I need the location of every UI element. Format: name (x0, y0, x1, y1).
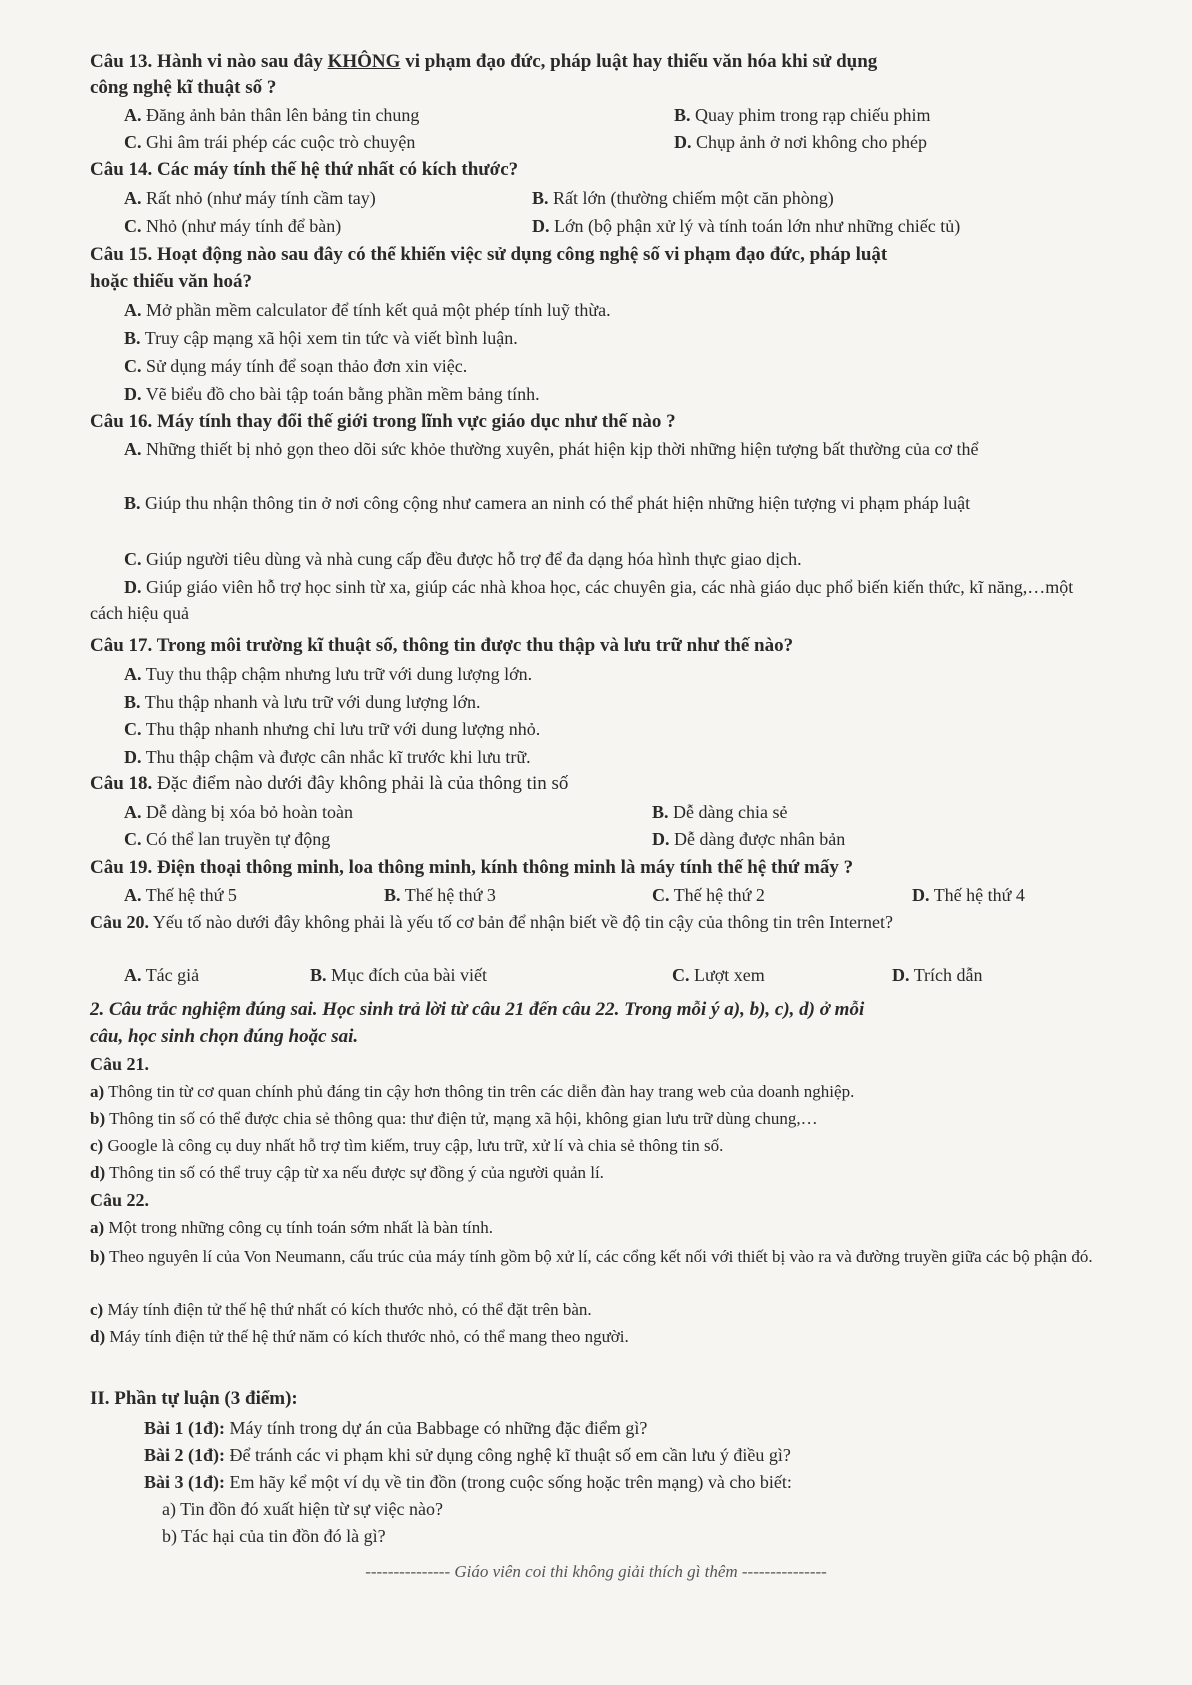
q14-option-a: A. Rất nhỏ (như máy tính cầm tay) (124, 188, 376, 208)
q22-item-b: b) Theo nguyên lí của Von Neumann, cấu trúc của máy tính gồm bộ xử lí, các cổng kết nối với thiết bị vào ra và đường truyền giữa các bộ phận đó. (90, 1247, 1093, 1266)
q18-title: Câu 18. Đặc điểm nào dưới đây không phải là của thông tin số (90, 773, 569, 794)
q20-option-a: A. Tác giả (124, 965, 200, 985)
q13-option-a: A. Đăng ảnh bản thân lên bảng tin chung (124, 105, 420, 125)
q13-option-c: C. Ghi âm trái phép các cuộc trò chuyện (124, 132, 416, 152)
q18-option-d: D. Dễ dàng được nhân bản (652, 829, 846, 849)
q22-item-a: a) Một trong những công cụ tính toán sớm nhất là bàn tính. (90, 1218, 494, 1237)
q19-option-d: D. Thế hệ thứ 4 (912, 885, 1025, 905)
q14-option-d: D. Lớn (bộ phận xử lý và tính toán lớn như những chiếc tủ) (532, 216, 961, 236)
q20-option-d: D. Trích dẫn (892, 965, 983, 985)
q16-option-d: D. Giúp giáo viên hỗ trợ học sinh từ xa, giúp các nhà khoa học, các chuyên gia, các nhà giáo dục phổ biến kiến thức, kĩ năng,…một cách hiệu quả (90, 577, 1074, 623)
q14-option-b: B. Rất lớn (thường chiếm một căn phòng) (532, 188, 834, 208)
q17-option-c: C. Thu thập nhanh nhưng chỉ lưu trữ với dung lượng nhỏ. (124, 719, 541, 739)
q22-item-d: d) Máy tính điện tử thế hệ thứ năm có kích thước nhỏ, có thể mang theo người. (90, 1327, 629, 1346)
footer-note: --------------- Giáo viên coi thi không giải thích gì thêm --------------- (365, 1562, 827, 1581)
q21-item-d: d) Thông tin số có thể truy cập từ xa nếu được sự đồng ý của người quản lí. (90, 1163, 604, 1182)
q18-option-a: A. Dễ dàng bị xóa bỏ hoàn toàn (124, 802, 353, 822)
part2-bai3-a: a) Tin đồn đó xuất hiện từ sự việc nào? (162, 1499, 443, 1519)
q20-option-c: C. Lượt xem (672, 965, 765, 985)
q15-title-line2: hoặc thiếu văn hoá? (90, 271, 253, 292)
q15-title: Câu 15. Hoạt động nào sau đây có thể khiến việc sử dụng công nghệ số vi phạm đạo đức, pháp luật (90, 244, 888, 265)
part2-title: II. Phần tự luận (3 điểm): (90, 1388, 298, 1409)
part2-bai3: Bài 3 (1đ): Em hãy kể một ví dụ về tin đồn (trong cuộc sống hoặc trên mạng) và cho biết: (144, 1472, 792, 1492)
q17-option-a: A. Tuy thu thập chậm nhưng lưu trữ với dung lượng lớn. (124, 664, 533, 684)
q21-item-b: b) Thông tin số có thể được chia sẻ thông qua: thư điện tử, mạng xã hội, không gian lưu trữ dùng chung,… (90, 1109, 818, 1128)
q13-emphasis: KHÔNG (327, 51, 401, 72)
section2-heading-line2: câu, học sinh chọn đúng hoặc sai. (90, 1026, 359, 1047)
part2-bai3-b: b) Tác hại của tin đồn đó là gì? (162, 1526, 386, 1546)
q19-option-b: B. Thế hệ thứ 3 (384, 885, 496, 905)
q20-option-b: B. Mục đích của bài viết (310, 965, 487, 985)
q22-item-c: c) Máy tính điện tử thế hệ thứ nhất có kích thước nhỏ, có thể đặt trên bàn. (90, 1300, 592, 1319)
q16-option-c: C. Giúp người tiêu dùng và nhà cung cấp đều được hỗ trợ để đa dạng hóa hình thực giao dịch. (124, 549, 802, 569)
part2-bai2: Bài 2 (1đ): Để tránh các vi phạm khi sử dụng công nghệ kĩ thuật số em cần lưu ý điều gì? (144, 1445, 791, 1465)
q22-label: Câu 22. (90, 1190, 150, 1210)
q19-title: Câu 19. Điện thoại thông minh, loa thông minh, kính thông minh là máy tính thế hệ thứ mấy ? (90, 857, 854, 878)
q20-title: Câu 20. Yếu tố nào dưới đây không phải là yếu tố cơ bản để nhận biết về độ tin cậy của thông tin trên Internet? (90, 912, 893, 932)
q21-label: Câu 21. (90, 1054, 150, 1074)
section2-heading: 2. Câu trắc nghiệm đúng sai. Học sinh trả lời từ câu 21 đến câu 22. Trong mỗi ý a), b), c), d) ở mỗi (90, 999, 865, 1020)
q18-option-c: C. Có thể lan truyền tự động (124, 829, 331, 849)
q14-option-c: C. Nhỏ (như máy tính để bàn) (124, 216, 342, 236)
q15-option-c: C. Sử dụng máy tính để soạn thảo đơn xin việc. (124, 356, 468, 376)
q13-text-before: Hành vi nào sau đây (157, 51, 323, 72)
q13-text-after: vi phạm đạo đức, pháp luật hay thiếu văn hóa khi sử dụng (405, 51, 878, 72)
q18-option-b: B. Dễ dàng chia sẻ (652, 802, 788, 822)
q15-option-d: D. Vẽ biểu đồ cho bài tập toán bằng phần mềm bảng tính. (124, 384, 540, 404)
q13-title (90, 50, 1115, 74)
q19-option-a: A. Thế hệ thứ 5 (124, 885, 237, 905)
q16-title: Câu 16. Máy tính thay đổi thế giới trong lĩnh vực giáo dục như thế nào ? (90, 411, 676, 432)
q16-option-b: B. Giúp thu nhận thông tin ở nơi công cộng như camera an ninh có thể phát hiện những hiện tượng vi phạm pháp luật (124, 493, 971, 513)
part2-bai1: Bài 1 (1đ): Máy tính trong dự án của Babbage có những đặc điểm gì? (144, 1418, 648, 1438)
q17-title: Câu 17. Trong môi trường kĩ thuật số, thông tin được thu thập và lưu trữ như thế nào? (90, 635, 794, 656)
q15-option-b: B. Truy cập mạng xã hội xem tin tức và viết bình luận. (124, 328, 518, 348)
q13-label: Câu 13. (90, 51, 153, 72)
q19-option-c: C. Thế hệ thứ 2 (652, 885, 765, 905)
q13-option-d: D. Chụp ảnh ở nơi không cho phép (674, 132, 928, 152)
q14-title: Câu 14. Các máy tính thế hệ thứ nhất có kích thước? (90, 159, 519, 180)
q17-option-b: B. Thu thập nhanh và lưu trữ với dung lượng lớn. (124, 692, 481, 712)
q21-item-a: a) Thông tin từ cơ quan chính phủ đáng tin cậy hơn thông tin trên các diễn đàn hay trang web của doanh nghiệp. (90, 1082, 855, 1101)
q13-option-b: B. Quay phim trong rạp chiếu phim (674, 105, 931, 125)
q17-option-d: D. Thu thập chậm và được cân nhắc kĩ trước khi lưu trữ. (124, 747, 531, 767)
q16-option-a: A. Những thiết bị nhỏ gọn theo dõi sức khỏe thường xuyên, phát hiện kịp thời những hiện tượng bất thường của cơ thể (124, 439, 979, 459)
q15-option-a: A. Mở phần mềm calculator để tính kết quả một phép tính luỹ thừa. (124, 300, 611, 320)
q21-item-c: c) Google là công cụ duy nhất hỗ trợ tìm kiếm, truy cập, lưu trữ, xử lí và chia sẻ thông tin số. (90, 1136, 724, 1155)
q13-title-line2: công nghệ kĩ thuật số ? (90, 77, 277, 98)
